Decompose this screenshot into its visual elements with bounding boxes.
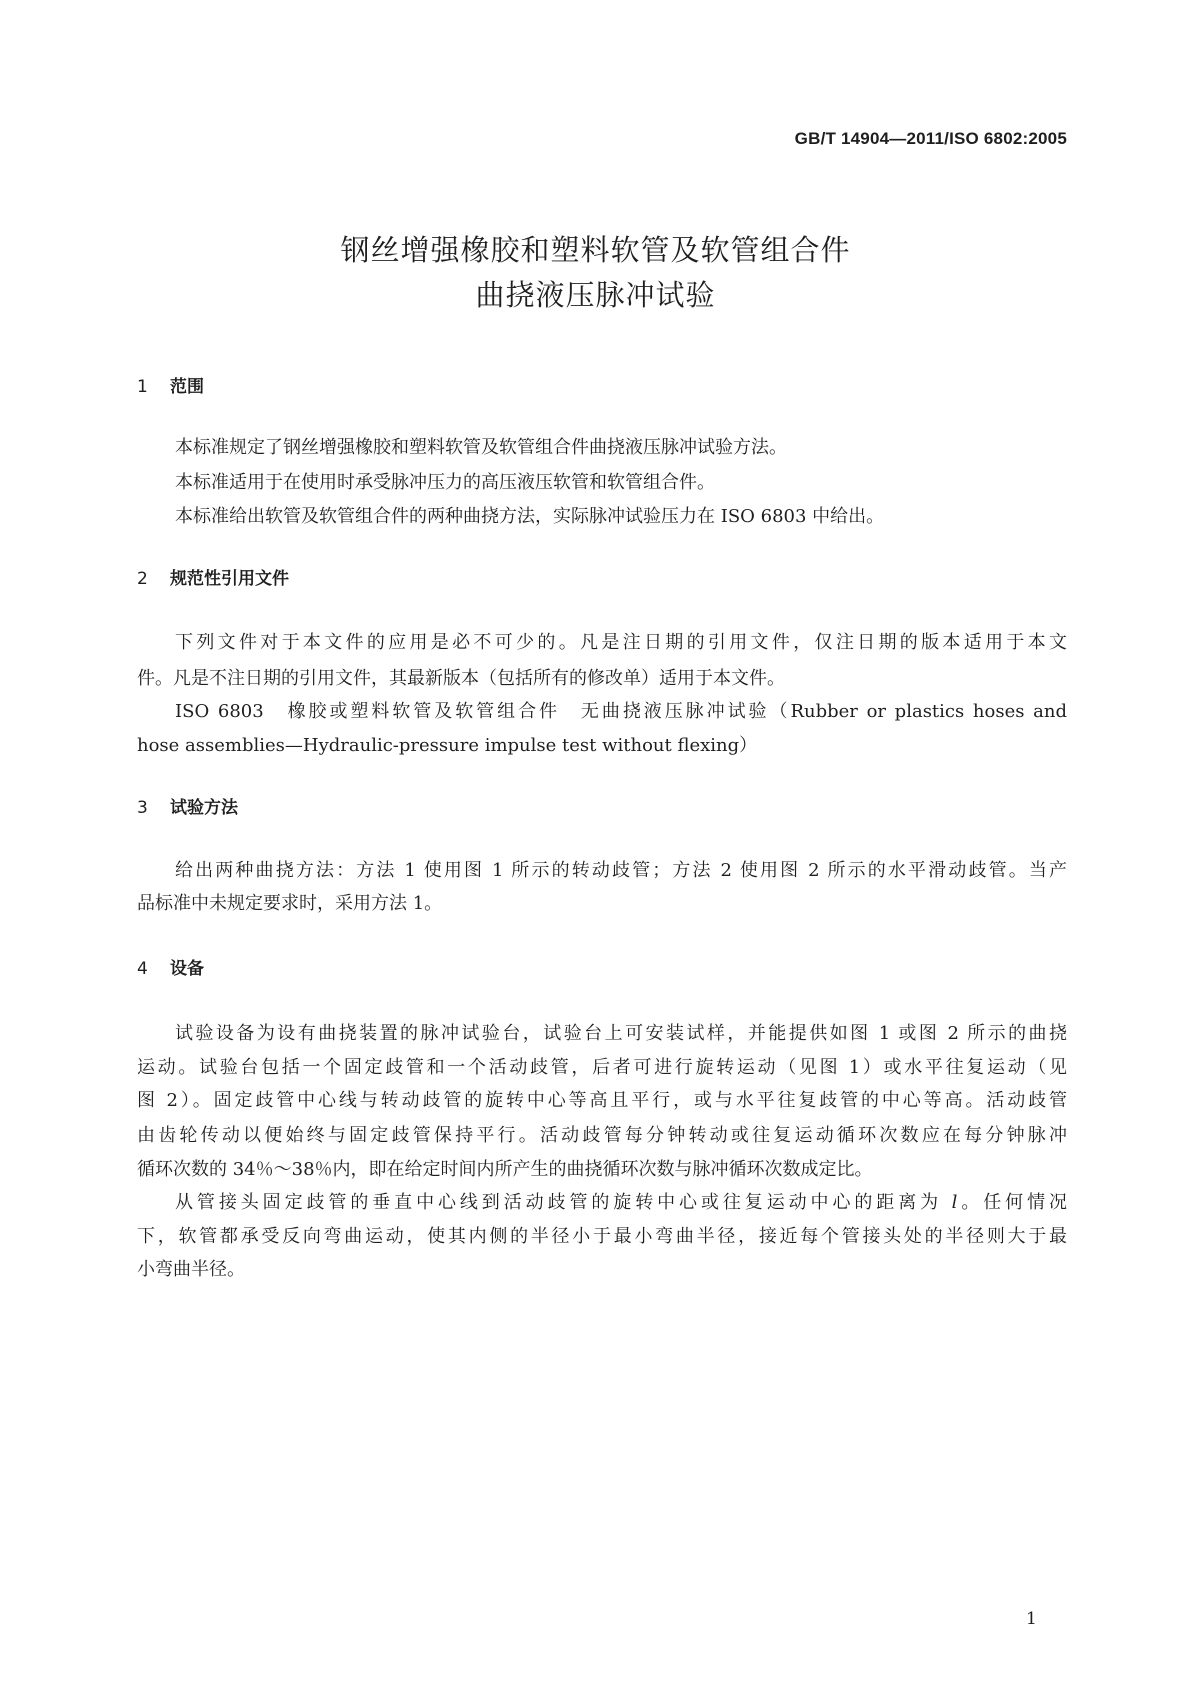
section-title: 设备: [170, 959, 204, 979]
section-number: 2: [137, 569, 148, 589]
reference-line: hose assemblies—Hydraulic-pressure impulse test without flexing）: [137, 735, 758, 756]
section-heading-apparatus: [137, 957, 204, 981]
section-number: 3: [137, 798, 148, 818]
reference-line: ISO 6803 橡胶或塑料软管及软管组合件 无曲挠液压脉冲试验（Rubber or plastics hoses and: [175, 701, 1067, 722]
paragraph-line: 本标准规定了钢丝增强橡胶和塑料软管及软管组合件曲挠液压脉冲试验方法。: [175, 437, 787, 458]
document-title-line-1: 钢丝增强橡胶和塑料软管及软管组合件: [340, 233, 851, 267]
line-text: 。任何情况: [957, 1192, 1068, 1213]
paragraph-line: 件。凡是不注日期的引用文件，其最新版本（包括所有的修改单）适用于本文件。: [137, 668, 785, 689]
paragraph-line: 小弯曲半径。: [137, 1259, 245, 1280]
paragraph-line: 图 2）。固定歧管中心线与转动歧管的旋转中心等高且平行，或与水平往复歧管的中心等高。活动歧管: [137, 1090, 1067, 1111]
paragraph-line: 给出两种曲挠方法：方法 1 使用图 1 所示的转动歧管；方法 2 使用图 2 所示的水平滑动歧管。当产: [175, 860, 1067, 881]
paragraph-line: 循环次数的 34％～38％内，即在给定时间内所产生的曲挠循环次数与脉冲循环次数成定比。: [137, 1159, 873, 1180]
section-title: 范围: [170, 377, 204, 397]
document-title-line-2: 曲挠液压脉冲试验: [475, 278, 716, 312]
section-title: 规范性引用文件: [170, 569, 289, 589]
section-heading-scope: [137, 375, 204, 399]
paragraph-line: [137, 1186, 1067, 1220]
standard-code: GB/T 14904—2011/ISO 6802:2005: [794, 129, 1067, 148]
page-number: 1: [1026, 1609, 1037, 1629]
paragraph-line: 下列文件对于本文件的应用是必不可少的。凡是注日期的引用文件，仅注日期的版本适用于本文: [175, 632, 1067, 653]
distance-variable: l: [951, 1192, 958, 1213]
section-number: 4: [137, 959, 148, 979]
paragraph-line: 下，软管都承受反向弯曲运动，使其内侧的半径小于最小弯曲半径，接近每个管接头处的半径则大于最: [137, 1226, 1067, 1247]
line-text: 从管接头固定歧管的垂直中心线到活动歧管的旋转中心或往复运动中心的距离为: [175, 1192, 952, 1213]
paragraph-line: 运动。试验台包括一个固定歧管和一个活动歧管，后者可进行旋转运动（见图 1）或水平往复运动（见: [137, 1057, 1067, 1078]
paragraph-line: 品标准中未规定要求时，采用方法 1。: [137, 893, 443, 914]
paragraph-line: 试验设备为设有曲挠装置的脉冲试验台，试验台上可安装试样，并能提供如图 1 或图 2 所示的曲挠: [175, 1023, 1067, 1044]
section-title: 试验方法: [170, 798, 238, 818]
section-heading-test-method: [137, 796, 238, 820]
paragraph-line: 本标准给出软管及软管组合件的两种曲挠方法，实际脉冲试验压力在 ISO 6803 中给出。: [175, 506, 885, 527]
paragraph-line: 本标准适用于在使用时承受脉冲压力的高压液压软管和软管组合件。: [175, 472, 715, 493]
paragraph-line: 由齿轮传动以便始终与固定歧管保持平行。活动歧管每分钟转动或往复运动循环次数应在每分钟脉冲: [137, 1125, 1067, 1146]
section-heading-normative-references: [137, 567, 289, 591]
section-number: 1: [137, 377, 148, 397]
